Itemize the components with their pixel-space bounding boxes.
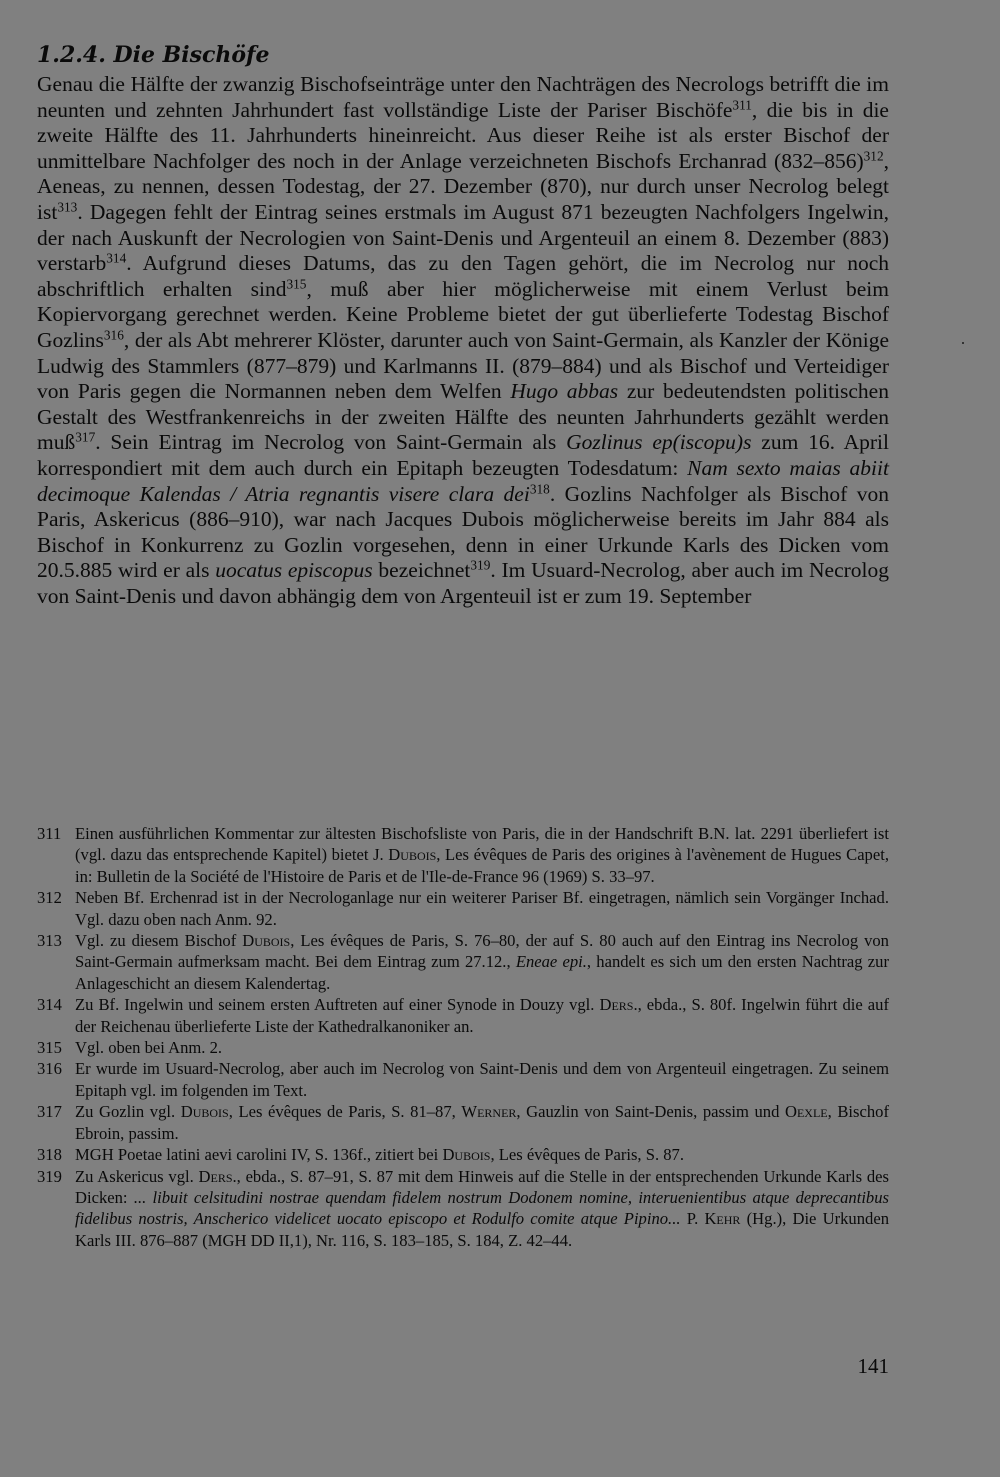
author-name: Dubois	[442, 1145, 491, 1165]
main-text	[37, 42, 889, 609]
text-run: Vgl. zu diesem Bischof	[75, 931, 243, 951]
footnote-ref-316[interactable]: 316	[103, 327, 124, 343]
author-name: Kehr	[704, 1209, 741, 1229]
footnote-316	[37, 1058, 889, 1101]
footnote-number: 319	[37, 1166, 62, 1186]
footnote-313	[37, 930, 889, 994]
italic-term: Gozlinus ep(iscopu)s	[566, 430, 752, 455]
text-run: , Bischof Ebroin, passim.	[75, 1102, 889, 1143]
footnote-number: 314	[37, 995, 62, 1015]
footnote-text	[75, 1144, 889, 1165]
footnote-ref-317[interactable]: 317	[75, 429, 96, 445]
text-run: , die bis in die zweite Hälfte des 11. Jahrhunderts hineinreicht. Aus dieser Reihe ist als erster Bischof der unmittelbare Nachfolger des noch in der Anlage verzeichneten Bischofs Erchanrad (832–856)	[37, 97, 889, 173]
footnote-ref-315[interactable]: 315	[286, 276, 307, 292]
text-run: . Gozlins Nachfolger als Bischof von Paris, Askericus (886–910), war nach Jacques Dubois möglicherweise bereits im Jahr 884 als Bischof in Konkurrenz zu Gozlin vorgesehen, denn in einer Urkunde Karls des Dicken vom 20.5.885 wird er als	[37, 481, 889, 583]
text-run: bezeichnet	[372, 558, 471, 583]
footnote-number: 312	[37, 888, 62, 908]
footnote-text	[75, 1166, 889, 1252]
footnote-312	[37, 887, 889, 930]
footnote-317	[37, 1101, 889, 1144]
footnote-text	[75, 1101, 889, 1144]
author-name: Dubois	[180, 1102, 229, 1122]
text-run: , der als Abt mehrerer Klöster, darunter auch von Saint-Germain, als Kanzler der Könige Ludwig des Stammlers (877–879) und Karlmanns II. (879–884) und als Bischof und Verteidiger von Paris gegen die Normannen neben dem Welfen	[37, 327, 889, 404]
text-run: zur bedeutendsten politischen Gestalt des Westfrankenreichs in der zweiten Hälfte des neunten Jahrhunderts gezählt werden muß	[37, 379, 889, 455]
text-run: ., ebda., S. 87–91, S. 87 mit dem Hinweis auf die Stelle in der entsprechenden Urkunde Karls des Dicken:	[75, 1166, 889, 1207]
text-run: P.	[680, 1209, 705, 1229]
text-run: , Les évêques de Paris, S. 76–80, der auf S. 80 auch auf den Eintrag ins Necrolog von Saint-Germain aufmerksam macht. Bei dem Eintrag zum 27.12.,	[75, 931, 889, 972]
text-run: , muß aber hier möglicherweise mit einem Verlust beim Kopiervorgang gerechnet werden. Keine Probleme bietet der gut überlieferte Todestag Bischof Gozlins	[37, 276, 889, 352]
italic-term: Eneae epi.	[515, 952, 587, 972]
text-run: , handelt es sich um den ersten Nachtrag zur Anlageschicht an diesem Kalendertag.	[75, 952, 889, 993]
author-name: Werner	[461, 1102, 517, 1122]
footnote-ref-318[interactable]: 318	[529, 481, 550, 497]
footnote-314	[37, 994, 889, 1037]
footnote-ref-319[interactable]: 319	[470, 557, 491, 573]
footnote-315	[37, 1037, 889, 1058]
text-run: ., ebda., S. 80f. Ingelwin führt die auf der Reichenau überlieferte Liste der Kathedralkanoniker an.	[75, 995, 889, 1036]
author-name: Ders	[599, 995, 634, 1015]
footnote-318	[37, 1144, 889, 1165]
author-name: Ders	[198, 1166, 233, 1186]
section-heading: 1.2.4. Die Bischöfe	[37, 42, 270, 68]
footnote-number: 317	[37, 1102, 62, 1122]
text-run: Zu Gozlin vgl.	[75, 1102, 181, 1122]
body-text	[37, 72, 889, 609]
footnote-text: Er wurde im Usuard-Necrolog, aber auch im Necrolog von Saint-Denis und dem von Argenteuil eingetragen. Zu seinem Epitaph vgl. im folgenden im Text.	[75, 1059, 889, 1100]
text-run: Einen ausführlichen Kommentar zur ältesten Bischofsliste von Paris, die in der Handschrift B.N. lat. 2291 überliefert ist (vgl. dazu das entsprechende Kapitel) bietet J.	[75, 824, 889, 865]
text-run: Genau die Hälfte der zwanzig Bischofseinträge unter den Nachträgen des Necrologs betrifft die im neunten und zehnten Jahrhundert fast vollständige Liste der Pariser Bischöfe	[37, 72, 889, 122]
text-run: (Hg.), Die Urkunden Karls III. 876–887 (MGH DD II,1), Nr. 116, S. 183–185, S. 184, Z. 42–44.	[75, 1209, 889, 1250]
text-run: . Dagegen fehlt der Eintrag seines erstmals im August 871 bezeugten Nachfolgers Ingelwin, der nach Auskunft der Necrologien von Saint-Denis und Argenteuil an einem 8. Dezember (883) verstarb	[37, 199, 889, 276]
author-name: Dubois	[242, 931, 291, 951]
footnote-number: 313	[37, 931, 62, 951]
text-run: . Im Usuard-Necrolog, aber auch im Necrolog von Saint-Denis und davon abhängig dem von Argenteuil ist er zum 19. September	[37, 558, 890, 608]
text-run: MGH Poetae latini aevi carolini IV, S. 136f., zitiert bei	[75, 1145, 443, 1165]
footnote-ref-313[interactable]: 313	[57, 199, 78, 215]
text-run: , Les évêques de Paris, S. 87.	[490, 1145, 684, 1165]
footnote-number: 315	[37, 1038, 62, 1058]
stray-mark	[962, 342, 964, 344]
footnote-ref-314[interactable]: 314	[106, 250, 127, 266]
footnote-ref-311[interactable]: 311	[732, 97, 752, 113]
footnote-319	[37, 1166, 889, 1252]
footnote-number: 311	[37, 824, 62, 843]
footnote-text	[75, 930, 889, 994]
footnotes	[37, 823, 889, 1251]
text-run: , Aeneas, zu nennen, dessen Todestag, der 27. Dezember (870), nur durch unser Necrolog belegt ist	[37, 148, 889, 224]
text-run: , Les évêques de Paris, S. 81–87,	[228, 1102, 462, 1122]
italic-term: uocatus episcopus	[215, 558, 373, 583]
footnote-311	[37, 823, 889, 887]
charter-quote: ... libuit celsitudini nostrae quendam fidelem nostrum Dodonem nomine, interuenientibus atque deprecantibus fidelibus nostris, Anscherico videlicet uocato episcopo et Rodulfo comite atque Pipino...	[75, 1187, 889, 1229]
author-name: Dubois	[388, 845, 437, 865]
text-run: . Aufgrund dieses Datums, das zu den Tagen gehört, die im Necrolog nur noch abschriftlich erhalten sind	[37, 251, 889, 301]
text-run: . Sein Eintrag im Necrolog von Saint-Germain als	[95, 430, 567, 455]
text-run: Zu Askericus vgl.	[75, 1166, 199, 1186]
text-run: , Gauzlin von Saint-Denis, passim und	[516, 1102, 785, 1122]
author-name: Oexle	[784, 1102, 828, 1122]
italic-term: Hugo abbas	[510, 379, 619, 404]
footnote-text: Vgl. oben bei Anm. 2.	[75, 1038, 223, 1058]
text-run: Zu Bf. Ingelwin und seinem ersten Auftreten auf einer Synode in Douzy vgl.	[75, 995, 600, 1015]
page-number: 141	[857, 1354, 889, 1378]
footnote-ref-312[interactable]: 312	[863, 148, 884, 164]
footnote-text	[75, 823, 889, 887]
paragraph	[37, 72, 889, 609]
footnote-text	[75, 994, 889, 1037]
footnote-text: Neben Bf. Erchenrad ist in der Necrologanlage nur ein weiterer Pariser Bf. eingetragen, nämlich sein Vorgänger Inchad. Vgl. dazu oben nach Anm. 92.	[75, 888, 889, 929]
epitaph-quote: Nam sexto maias abiit decimoque Kalendas / Atria regnantis visere clara dei	[37, 455, 889, 506]
text-run: zum 16. April korrespondiert mit dem auch durch ein Epitaph bezeugten Todesdatum:	[37, 430, 889, 480]
footnote-number: 318	[37, 1145, 62, 1165]
footnote-number: 316	[37, 1059, 62, 1079]
text-run: , Les évêques de Paris des origines à l'avènement de Hugues Capet, in: Bulletin de la Société de l'Histoire de Paris et de l'Ile-de-France 96 (1969) S. 33–97.	[75, 845, 889, 886]
